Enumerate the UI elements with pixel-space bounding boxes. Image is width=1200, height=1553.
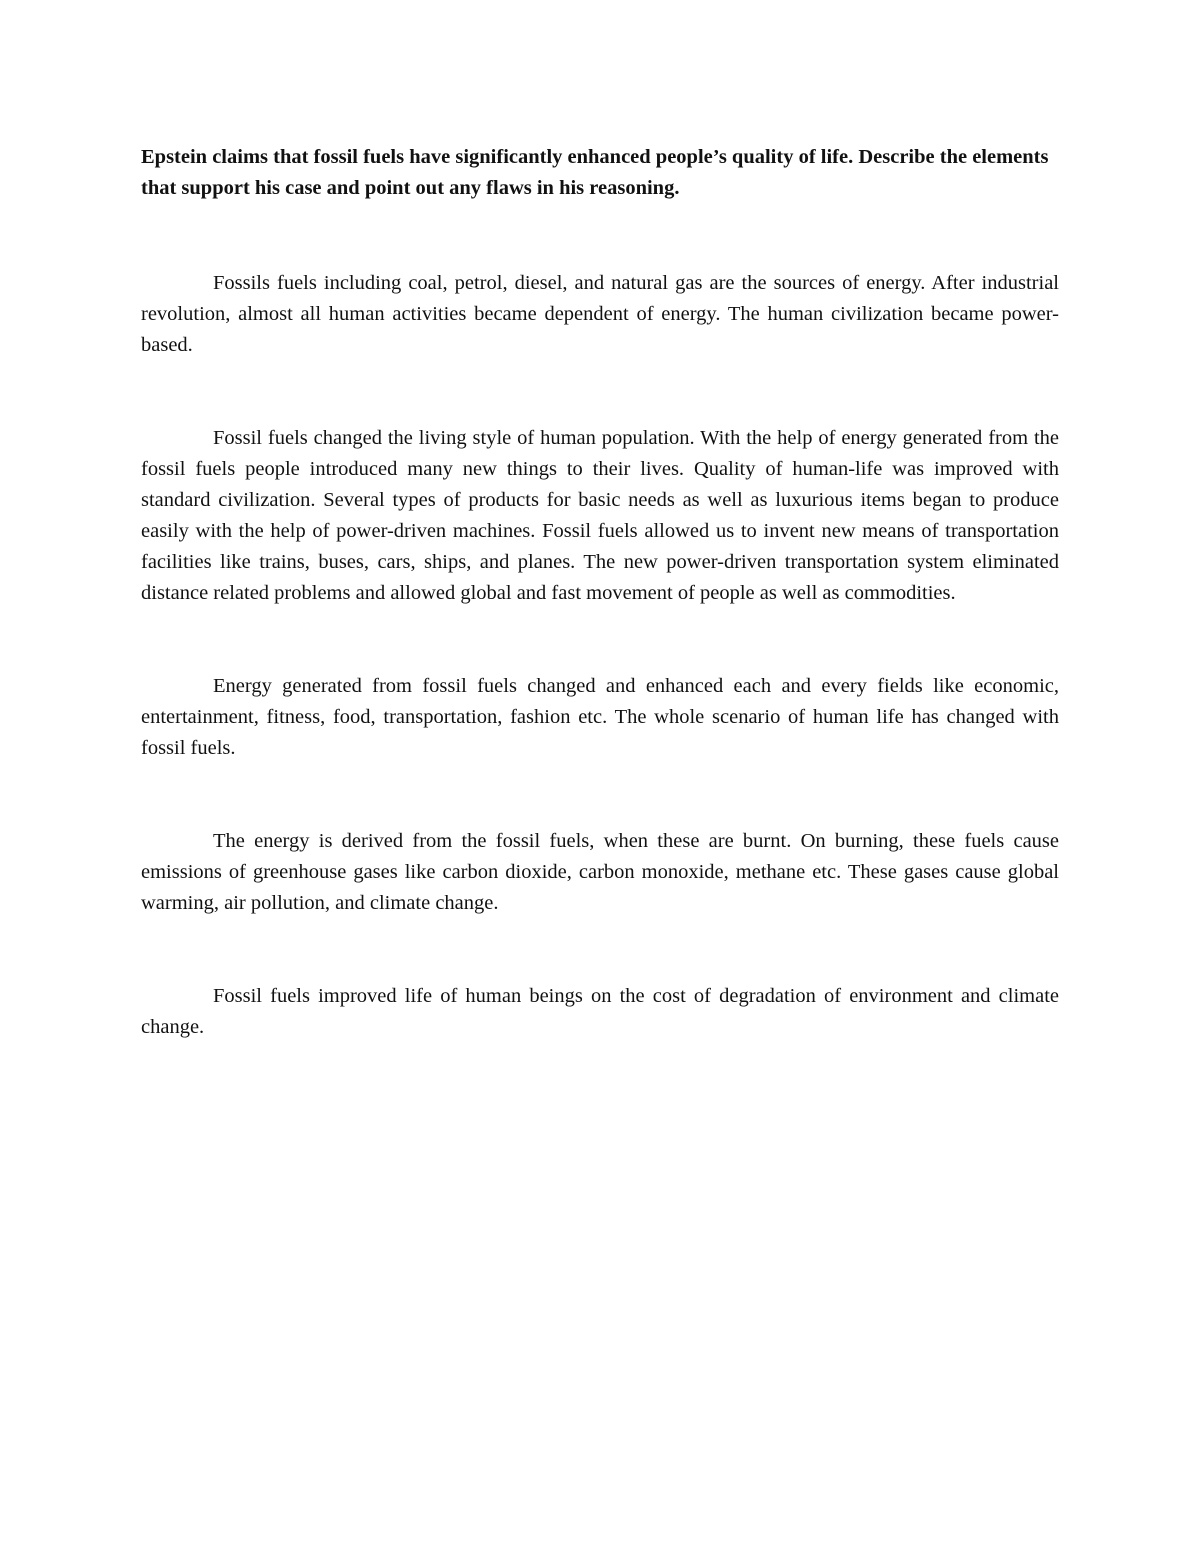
paragraph-living-style: Fossil fuels changed the living style of human population. With the help of energy generated from the fossil fuels people introduced many new things to their lives. Quality of human-life was improved with standard civilization. Several types of products for basic needs as well as luxurious items began to produce easily with the help of power-driven machines. Fossil fuels allowed us to invent new means of transportation facilities like trains, buses, cars, ships, and planes. The new power-driven transportation system eliminated distance related problems and allowed global and fast movement of people as well as commodities. <box>141 427 1059 604</box>
paragraph-fields-enhanced: Energy generated from fossil fuels changed and enhanced each and every fields like economic, entertainment, fitness, food, transportation, fashion etc. The whole scenario of human life has changed with fossil fuels. <box>141 675 1059 759</box>
paragraph-introduction: Fossils fuels including coal, petrol, diesel, and natural gas are the sources of energy. After industrial revolution, almost all human activities became dependent of energy. The human civilization became power-based. <box>141 272 1059 356</box>
document-body <box>141 142 1059 1105</box>
essay-question: Epstein claims that fossil fuels have significantly enhanced people’s quality of life. Describe the elements that support his case and point out any flaws in his reasoning. <box>141 146 1049 199</box>
paragraph-conclusion: Fossil fuels improved life of human beings on the cost of degradation of environment and climate change. <box>141 985 1059 1038</box>
paragraph-emissions: The energy is derived from the fossil fuels, when these are burnt. On burning, these fuels cause emissions of greenhouse gases like carbon dioxide, carbon monoxide, methane etc. These gases cause global warming, air pollution, and climate change. <box>141 830 1059 914</box>
